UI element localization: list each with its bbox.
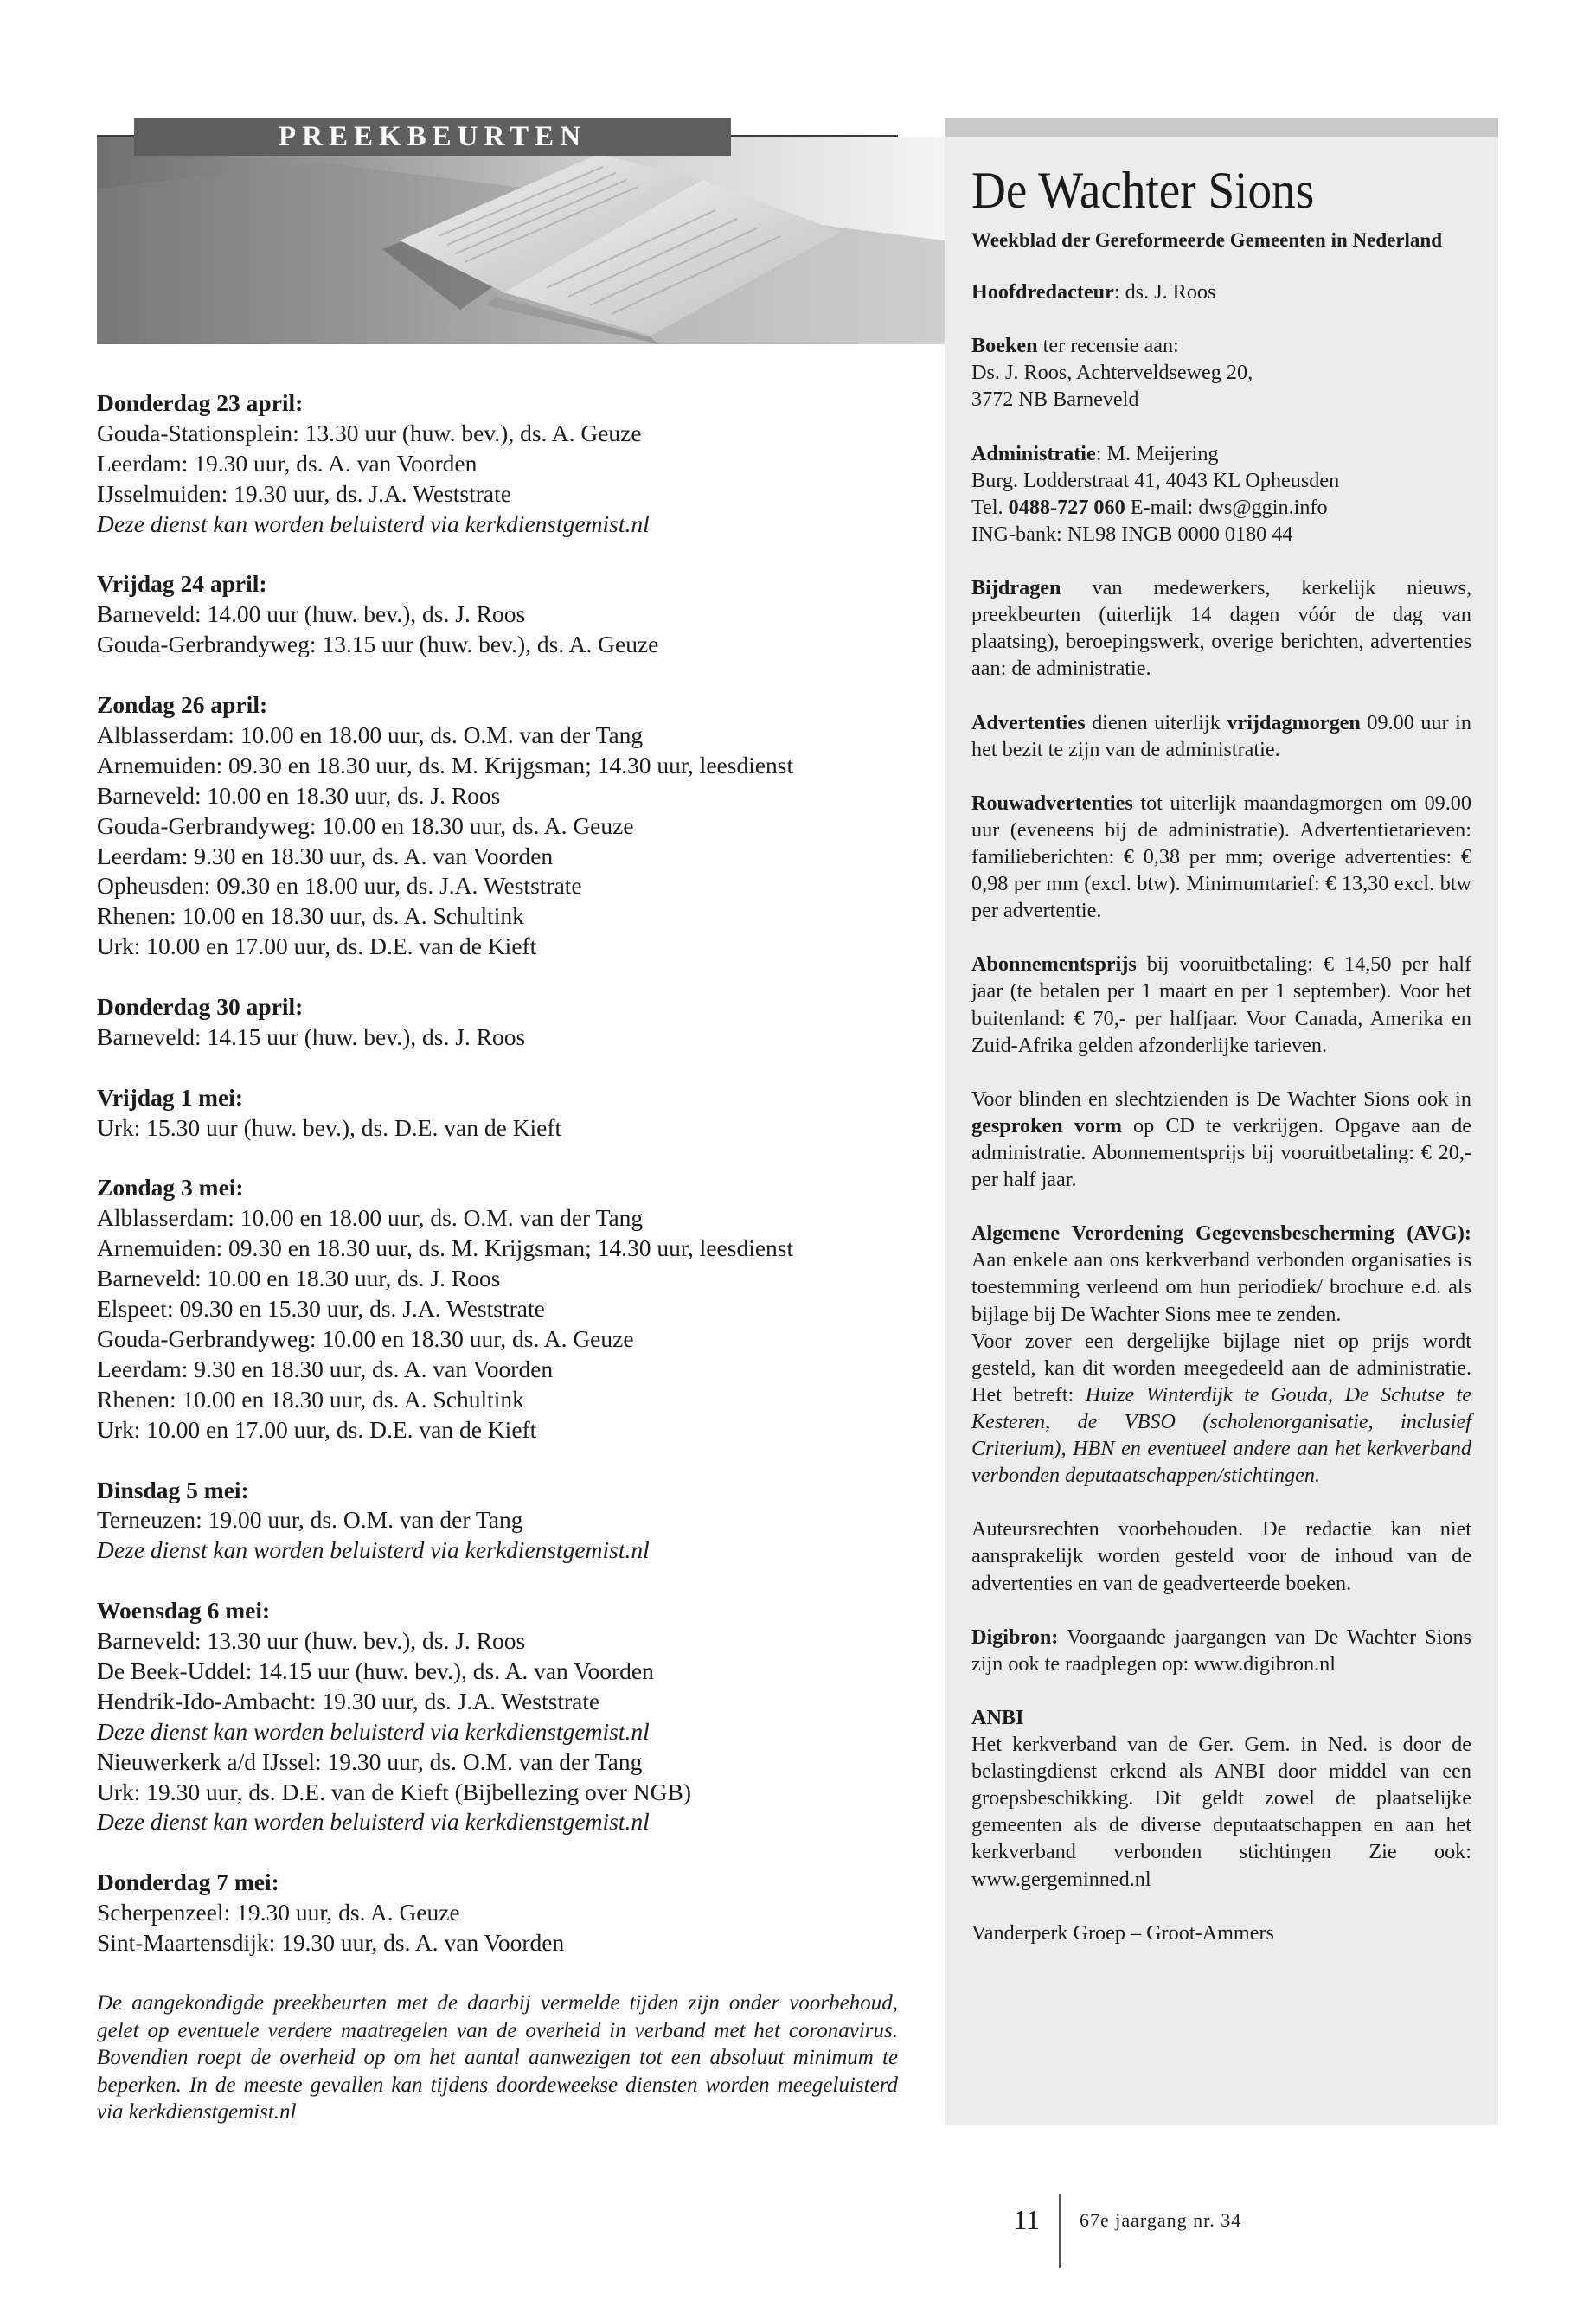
service-line: Gouda-Gerbrandyweg: 13.15 uur (huw. bev.), ds. A. Geuze (97, 631, 659, 658)
editor-line: Hoofdredacteur: ds. J. Roos (971, 280, 1216, 304)
service-line: Urk: 15.30 uur (huw. bev.), ds. D.E. van de Kieft (97, 1113, 562, 1141)
service-line: Opheusden: 09.30 en 18.00 uur, ds. J.A. Weststrate (97, 872, 582, 900)
day-title: Dinsdag 5 mei: (97, 1476, 249, 1503)
day-title: Vrijdag 1 mei: (97, 1083, 244, 1111)
section-banner: PREEKBEURTEN (134, 118, 731, 156)
schedule-day (97, 1083, 898, 1144)
service-line: Elspeet: 09.30 en 15.30 uur, ds. J.A. Weststrate (97, 1295, 545, 1323)
service-line: Barneveld: 14.15 uur (huw. bev.), ds. J. Roos (97, 1022, 526, 1050)
service-line: Barneveld: 13.30 uur (huw. bev.), ds. J. Roos (97, 1627, 526, 1655)
broadcast-note: Deze dienst kan worden beluisterd via kerkdienstgemist.nl (97, 510, 650, 537)
service-line: Arnemuiden: 09.30 en 18.30 uur, ds. M. Krijgsman; 14.30 uur, leesdienst (97, 1234, 794, 1262)
service-line: Gouda-Gerbrandyweg: 10.00 en 18.30 uur, ds. A. Geuze (97, 811, 634, 839)
broadcast-note: Deze dienst kan worden beluisterd via kerkdienstgemist.nl (97, 1717, 650, 1745)
service-line: Barneveld: 10.00 en 18.30 uur, ds. J. Roos (97, 1265, 501, 1292)
service-line: De Beek-Uddel: 14.15 uur (huw. bev.), ds. A. van Voorden (97, 1657, 654, 1684)
closing-note: De aangekondigde preekbeurten met de daarbij vermelde tijden zijn onder voorbehoud, gelet op eventuele verdere maatregelen van de overheid in verband met het coronavirus. Bovendien roept de overheid op om het aantal aanwezigen tot een absoluut minimum te beperken. In de meeste gevallen kan tijdens doordeweekse diensten worden meegeluisterd via kerkdienstgemist.nl (97, 1991, 898, 2124)
service-line: Nieuwerkerk a/d IJssel: 19.30 uur, ds. O.M. van der Tang (97, 1747, 643, 1775)
day-title: Donderdag 30 april: (97, 993, 304, 1021)
service-line: Gouda-Gerbrandyweg: 10.00 en 18.30 uur, ds. A. Geuze (97, 1325, 634, 1353)
service-line: Leerdam: 9.30 en 18.30 uur, ds. A. van Voorden (97, 1355, 554, 1382)
day-title: Zondag 3 mei: (97, 1174, 244, 1202)
broadcast-note: Deze dienst kan worden beluisterd via kerkdienstgemist.nl (97, 1536, 650, 1564)
service-line: Leerdam: 9.30 en 18.30 uur, ds. A. van Voorden (97, 842, 554, 869)
colophon-text (971, 279, 1471, 1973)
anbi-heading: ANBI (971, 1705, 1024, 1729)
service-line: Urk: 10.00 en 17.00 uur, ds. D.E. van de Kieft (97, 933, 537, 960)
service-line: Barneveld: 14.00 uur (huw. bev.), ds. J. Roos (97, 600, 526, 628)
preekbeurten-schedule (97, 388, 898, 1989)
service-line: Urk: 19.30 uur, ds. D.E. van de Kieft (Bijbellezing over NGB) (97, 1778, 692, 1805)
obituary-ads-block: Rouwadvertenties tot uiterlijk maandagmorgen om 09.00 uur (eveneens bij de administratie). Advertentietarieven: familieberichten: € 0,38 per mm; overige advertenties: € 0,98 per mm (excl. btw). Minimumtarief: € 13,30 excl. btw per advertentie. (971, 791, 1471, 923)
masthead-subtitle: Weekblad der Gereformeerde Gemeenten in Nederland (971, 229, 1443, 251)
printer-line: Vanderperk Groep – Groot-Ammers (971, 1920, 1274, 1945)
schedule-day (97, 569, 898, 660)
avg-block: Algemene Verordening Gegevensbescherming (AVG): Aan enkele aan ons kerkverband verbonden organisaties is toestemming verleend om hun periodiek/ brochure e.d. als bijlage bij De Wachter Sions mee te zenden. (971, 1221, 1471, 1326)
digibron-block: Digibron: Voorgaande jaargangen van De Wachter Sions zijn ook te raadplegen op: www.digibron.nl (971, 1625, 1471, 1676)
day-title: Vrijdag 24 april: (97, 570, 267, 598)
schedule-day (97, 1476, 898, 1567)
service-line: Barneveld: 10.00 en 18.30 uur, ds. J. Roos (97, 781, 501, 809)
service-line: Urk: 10.00 en 17.00 uur, ds. D.E. van de Kieft (97, 1415, 537, 1443)
service-line: Scherpenzeel: 19.30 uur, ds. A. Geuze (97, 1899, 460, 1926)
day-title: Donderdag 23 april: (97, 389, 304, 416)
advertisements-block: Advertenties dienen uiterlijk vrijdagmorgen 09.00 uur in het bezit te zijn van de administratie. (971, 710, 1471, 761)
service-line: IJsselmuiden: 19.30 uur, ds. J.A. Weststrate (97, 479, 511, 507)
footer-rule (1059, 2194, 1061, 2268)
service-line: Terneuzen: 19.00 uur, ds. O.M. van der Tang (97, 1506, 523, 1534)
service-line: Rhenen: 10.00 en 18.30 uur, ds. A. Schultink (97, 1385, 524, 1413)
open-bible-illustration (97, 137, 945, 344)
subscription-block: Abonnementsprijs bij vooruitbetaling: € 14,50 per half jaar (te betalen per 1 maart en per 1 september). Voor het buitenland: € 70,- per halfjaar. Voor Canada, Amerika en Zuid-Afrika gelden afzonderlijke tarieven. (971, 952, 1471, 1057)
administration-block: Administratie: M. Meijering Burg. Lodderstraat 41, 4043 KL Opheusden Tel. 0488-727 060 E-mail: dws@ggin.info ING-bank: NL98 INGB 0000 0180 44 (971, 441, 1340, 546)
service-line: Arnemuiden: 09.30 en 18.30 uur, ds. M. Krijgsman; 14.30 uur, leesdienst (97, 751, 794, 779)
day-title: Zondag 26 april: (97, 691, 268, 719)
day-title: Woensdag 6 mei: (97, 1597, 271, 1625)
service-line: Hendrik-Ido-Ambacht: 19.30 uur, ds. J.A. Weststrate (97, 1687, 600, 1715)
service-line: Gouda-Stationsplein: 13.30 uur (huw. bev.), ds. A. Geuze (97, 419, 642, 446)
schedule-day (97, 992, 898, 1053)
contributions-block: Bijdragen van medewerkers, kerkelijk nieuws, preekbeurten (uiterlijk 14 dagen vóór de dag van plaatsing), beroepingswerk, overige berichten, advertenties aan: de administratie. (971, 576, 1471, 681)
service-line: Rhenen: 10.00 en 18.30 uur, ds. A. Schultink (97, 902, 524, 930)
service-line: Alblasserdam: 10.00 en 18.00 uur, ds. O.M. van der Tang (97, 1204, 644, 1232)
service-line: Leerdam: 19.30 uur, ds. A. van Voorden (97, 449, 478, 477)
service-line: Alblasserdam: 10.00 en 18.00 uur, ds. O.M. van der Tang (97, 721, 644, 748)
schedule-day (97, 690, 898, 962)
books-block: Boeken ter recensie aan: Ds. J. Roos, Achterveldseweg 20, 3772 NB Barneveld (971, 334, 1253, 412)
day-title: Donderdag 7 mei: (97, 1868, 279, 1896)
service-line: Sint-Maartensdijk: 19.30 uur, ds. A. van Voorden (97, 1929, 565, 1957)
schedule-day (97, 388, 898, 540)
audio-edition-block: Voor blinden en slechtzienden is De Wachter Sions ook in gesproken vorm op CD te verkrijgen. Opgave aan de administratie. Abonnementsprijs bij vooruitbetaling: € 20,- per half jaar. (971, 1086, 1471, 1192)
book-icon (97, 137, 945, 344)
anbi-block: Het kerkverband van de Ger. Gem. in Ned. is door de belastingdienst erkend als ANBI door middel van een groepsbeschikking. Dit geldt zowel de plaatselijke gemeenten als de diverse deputaatschappen en aan het kerkverband verbonden stichtingen Zie ook: www.gergeminned.nl (971, 1733, 1471, 1891)
schedule-day (97, 1596, 898, 1837)
avg-block-continued: Voor zover een dergelijke bijlage niet op prijs wordt gesteld, kan dit worden meegedeeld aan de administratie. Het betreft: Huize Winterdijk te Gouda, De Schutse te Kesteren, de VBSO (scholenorganisatie, inclusief Criterium), HBN en eventueel andere aan het kerkverband verbonden deputaatschappen/stichtingen. (971, 1329, 1472, 1488)
broadcast-note: Deze dienst kan worden beluisterd via kerkdienstgemist.nl (97, 1808, 650, 1836)
copyright-block: Auteursrechten voorbehouden. De redactie kan niet aansprakelijk worden gesteld voor de inhoud van de advertenties en van de geadverteerde boeken. (971, 1517, 1471, 1595)
schedule-day (97, 1868, 898, 1958)
masthead-title: De Wachter Sions (971, 162, 1315, 219)
issue-info: 67e jaargang nr. 34 (1080, 2209, 1242, 2231)
schedule-day (97, 1173, 898, 1445)
page-number: 11 (1013, 2204, 1040, 2235)
